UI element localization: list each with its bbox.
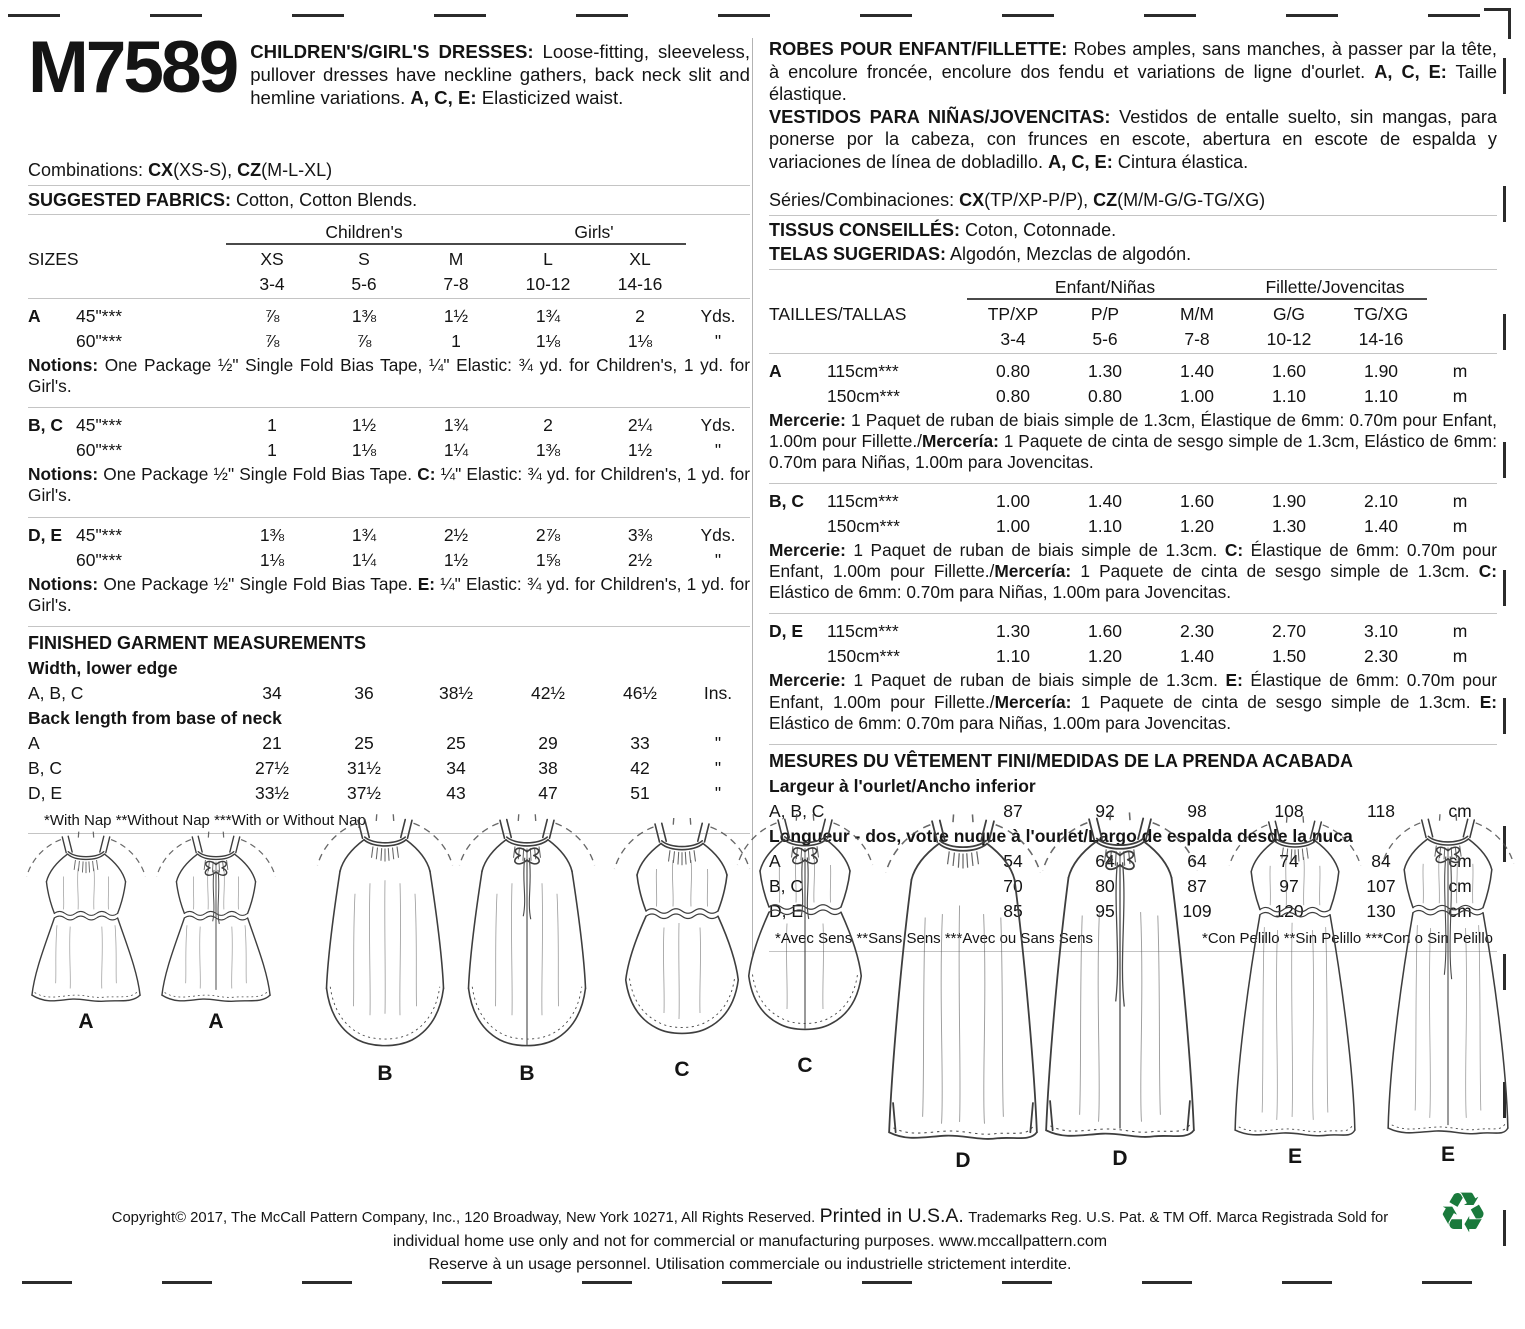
ages-row: [769, 325, 1493, 350]
table-cell: 1¼: [351, 549, 377, 570]
measure-row: [28, 729, 750, 754]
copyright-text: Copyright© 2017, The McCall Pattern Company, Inc., 120 Broadway, New York 10271, All Rights Reserved.: [111, 1210, 816, 1226]
table-cell: D, E: [769, 900, 804, 921]
table-cell: 3-4: [259, 274, 285, 295]
dashed-border-bottom: [4, 1281, 1514, 1284]
table-cell: XL: [629, 249, 651, 270]
table-cell: Ins.: [703, 682, 733, 703]
table-cell: B, C: [28, 415, 63, 436]
table-cell: 1⅛: [627, 331, 653, 352]
table-cell: 45"***: [76, 306, 123, 327]
table-cell: 1.10: [1363, 385, 1399, 406]
dress-label: B: [377, 1062, 393, 1085]
notions-text: Mercerie: 1 Paquet de ruban de biais simple de 1.3cm, Élastique de 6mm: 0.70m pour Enfant, 1.00m pour Fillette./Mercería: 1 Paquete de cinta de sesgo simple de 1.3cm, Elástico de 6mm: 0.70m para Niñas, 1.00m para Jovencitas.: [769, 409, 1497, 473]
french-use-text: Reserve à un usage personnel. Utilisation commerciale ou industrielle strictement interdite.: [428, 1256, 1072, 1274]
table-cell: 84: [1371, 850, 1391, 871]
divider-line: [28, 298, 750, 299]
table-cell: 37½: [346, 782, 382, 803]
table-cell: [1427, 273, 1493, 299]
table-cell: SIZES: [28, 249, 79, 270]
table-cell: 45"***: [76, 415, 123, 436]
table-cell: 80: [1095, 875, 1115, 896]
table-cell: 2¼: [627, 415, 653, 436]
yardage-row: [769, 487, 1493, 512]
table-cell: [28, 218, 226, 244]
tissus-line: TISSUS CONSEILLÉS: Coton, Cotonnade.: [769, 219, 1117, 240]
table-cell: [769, 642, 827, 667]
table-cell: Yds.: [700, 524, 736, 545]
table-cell: m: [1452, 360, 1468, 381]
table-cell: 10-12: [1266, 328, 1312, 349]
table-cell: 42½: [530, 682, 566, 703]
yardage-table: [28, 411, 750, 461]
yardage-table: [769, 617, 1493, 667]
table-cell: 60"***: [76, 440, 123, 461]
table-cell: TG/XG: [1353, 303, 1409, 324]
table-cell: D, E: [28, 524, 63, 545]
divider-line: [28, 626, 750, 627]
table-cell: m: [1452, 646, 1468, 667]
table-cell: [28, 546, 76, 571]
series-line: Séries/Combinaciones: CX(TP/XP-P/P), CZ(M/M-G/G-TG/XG): [769, 190, 1266, 211]
table-cell: [28, 436, 76, 461]
table-cell: 38: [538, 757, 558, 778]
table-cell: 10-12: [525, 274, 571, 295]
dress-label: A: [208, 1010, 224, 1033]
table-cell: ⅞: [356, 331, 372, 352]
table-cell: ": [714, 440, 722, 461]
trademark-text: Trademarks Reg. U.S. Pat. & TM Off. Marca Registrada Sold for: [968, 1210, 1389, 1226]
table-cell: 2: [635, 306, 645, 327]
table-cell: 42: [630, 757, 650, 778]
table-cell: 1.40: [1179, 646, 1215, 667]
table-cell: 51: [630, 782, 650, 803]
table-cell: 115cm***: [827, 491, 899, 512]
table-cell: M: [448, 249, 464, 270]
table-cell: 85: [1003, 900, 1023, 921]
table-cell: 7-8: [1184, 328, 1210, 349]
divider-line: [28, 185, 750, 186]
copyright-line: [85, 1202, 1415, 1230]
table-cell: Longueur - dos, votre nuque à l'ourlet/Largo de espalda desde la nuca: [769, 825, 1353, 846]
table-cell: [769, 382, 827, 407]
table-cell: 150cm***: [827, 385, 900, 406]
table-cell: 2½: [443, 524, 469, 545]
dress-label: E: [1287, 1145, 1302, 1168]
table-cell: 64: [1187, 850, 1207, 871]
table-cell: 115cm***: [827, 360, 899, 381]
table-cell: [769, 273, 967, 299]
table-cell: cm: [1448, 900, 1472, 921]
table-cell: 1½: [351, 415, 377, 436]
printed-in-usa-text: Printed in U.S.A.: [819, 1205, 964, 1227]
table-cell: 1.50: [1271, 646, 1307, 667]
table-cell: 1.40: [1179, 360, 1215, 381]
table-cell: 7-8: [443, 274, 469, 295]
table-cell: 1.10: [995, 646, 1031, 667]
yardage-row: [769, 642, 1493, 667]
table-cell: 1¾: [535, 306, 561, 327]
dress-illustration-c-back: [730, 811, 880, 1078]
dress-label: A: [78, 1010, 94, 1033]
table-cell: 3⅜: [627, 524, 653, 545]
table-cell: A, B, C: [769, 800, 825, 821]
footnote-es: *Con Pelillo **Sin Pelillo ***Con o Sin Pelillo: [1202, 929, 1493, 947]
table-cell: 31½: [346, 757, 382, 778]
table-cell: 1: [267, 440, 277, 461]
table-cell: 33½: [254, 782, 290, 803]
sizes-row: [769, 299, 1493, 325]
table-cell: 43: [446, 782, 466, 803]
yardage-row: [769, 512, 1493, 537]
table-cell: 2⅞: [535, 524, 561, 545]
table-cell: 5-6: [351, 274, 377, 295]
table-cell: 1: [267, 415, 277, 436]
notions-text: Notions: One Package ½" Single Fold Bias Tape. C: ¼" Elastic: ¾ yd. for Children's, 1 yd. for Girl's.: [28, 464, 750, 506]
table-cell: ⅞: [264, 331, 280, 352]
table-cell: Children's: [226, 218, 502, 244]
description-en: CHILDREN'S/GIRL'S DRESSES: Loose-fitting, sleeveless, pullover dresses have neckline gathers, back neck slit and hemline variations. A, C, E: Elasticized waist.: [250, 41, 750, 109]
table-cell: 2.70: [1271, 621, 1307, 642]
dress-illustration-a-front: [20, 829, 152, 1034]
telas-line: TELAS SUGERIDAS: Algodón, Mezclas de algodón.: [769, 244, 1192, 265]
table-cell: 1.60: [1087, 621, 1123, 642]
table-cell: 98: [1187, 800, 1207, 821]
yardage-table: [769, 357, 1493, 407]
table-cell: 1.60: [1271, 360, 1307, 381]
table-cell: 108: [1274, 800, 1304, 821]
table-cell: 25: [354, 732, 374, 753]
notions-text: Notions: One Package ½" Single Fold Bias Tape, ¼" Elastic: ¾ yd. for Children's, 1 yd. for Girl's.: [28, 355, 750, 397]
table-cell: 1.30: [1271, 516, 1307, 537]
table-cell: 2.30: [1363, 646, 1399, 667]
table-cell: 2.30: [1179, 621, 1215, 642]
dress-illustration-e-back: [1375, 811, 1521, 1167]
dress-illustration-b-back: [452, 811, 602, 1086]
measure-label-row: [769, 772, 1493, 797]
table-cell: 150cm***: [827, 646, 900, 667]
yardage-section-en: [28, 218, 750, 834]
divider-line: [769, 744, 1497, 745]
table-cell: 1½: [443, 306, 469, 327]
ages-row: [28, 270, 750, 295]
table-cell: M/M: [1179, 303, 1215, 324]
measure-label-row: [28, 654, 750, 679]
suggested-fabrics-line: SUGGESTED FABRICS: Cotton, Cotton Blends.: [28, 189, 418, 210]
table-cell: 47: [538, 782, 558, 803]
table-cell: 1¼: [443, 440, 469, 461]
table-cell: 74: [1279, 850, 1299, 871]
divider-line: [769, 353, 1497, 354]
description-es: VESTIDOS PARA NIÑAS/JOVENCITAS: Vestidos de entalle suelto, sin mangas, para ponerse por la cabeza, con frunces en escote, abertura en escote de espalda y variaciones de línea de dobladillo. A, C, E: Cintura élastica.: [769, 106, 1497, 172]
table-cell: Yds.: [700, 306, 736, 327]
table-cell: A: [28, 732, 40, 753]
table-cell: Back length from base of neck: [28, 707, 282, 728]
table-cell: 70: [1003, 875, 1023, 896]
table-cell: 1½: [627, 440, 653, 461]
yardage-table: [769, 487, 1493, 537]
table-cell: 46½: [622, 682, 658, 703]
table-cell: 1⅜: [259, 524, 285, 545]
yardage-table: [28, 302, 750, 352]
footer: [85, 1202, 1415, 1277]
table-cell: ": [714, 782, 722, 803]
table-cell: 1.60: [1179, 491, 1215, 512]
table-cell: 36: [354, 682, 374, 703]
table-cell: ⅞: [264, 306, 280, 327]
combinations-line: Combinations: CX(XS-S), CZ(M-L-XL): [28, 160, 333, 181]
dress-illustration-a-back: [150, 829, 282, 1034]
table-cell: 1⅛: [535, 331, 561, 352]
divider-line: [28, 214, 750, 215]
table-cell: m: [1452, 491, 1468, 512]
table-cell: 1½: [443, 549, 469, 570]
dress-label: D: [1112, 1147, 1128, 1170]
table-cell: 1.20: [1087, 646, 1123, 667]
table-cell: 1⅜: [535, 440, 561, 461]
divider-line: [28, 407, 750, 408]
dress-illustration-d-back: [1034, 809, 1206, 1171]
table-cell: 1.40: [1363, 516, 1399, 537]
group-header-row: [769, 273, 1493, 299]
table-cell: Fillette/Jovencitas: [1243, 273, 1427, 299]
table-cell: Enfant/Niñas: [967, 273, 1243, 299]
table-cell: 95: [1095, 900, 1115, 921]
yardage-table: [28, 521, 750, 571]
group-header-row: [28, 218, 750, 244]
table-cell: 27½: [254, 757, 290, 778]
table-cell: [1427, 299, 1493, 325]
table-cell: S: [358, 249, 370, 270]
divider-line: [28, 517, 750, 518]
divider-line: [769, 269, 1497, 270]
table-cell: Girls': [502, 218, 686, 244]
table-cell: 2: [543, 415, 553, 436]
dress-label: D: [955, 1149, 971, 1172]
table-cell: 34: [446, 757, 466, 778]
table-cell: 1.90: [1363, 360, 1399, 381]
yardage-row: [769, 617, 1493, 642]
table-cell: L: [543, 249, 553, 270]
table-cell: cm: [1448, 875, 1472, 896]
table-cell: 1.00: [995, 516, 1031, 537]
table-cell: 3.10: [1363, 621, 1399, 642]
dress-label: C: [674, 1058, 690, 1081]
table-cell: 1¾: [443, 415, 469, 436]
finished-measurements-title: MESURES DU VÊTEMENT FINI/MEDIDAS DE LA PRENDA ACABADA: [769, 750, 1354, 771]
divider-line: [769, 215, 1497, 216]
table-cell: A: [769, 850, 781, 871]
table-cell: 60"***: [76, 331, 123, 352]
yardage-row: [28, 436, 750, 461]
measure-label-row: [28, 704, 750, 729]
yardage-row: [28, 546, 750, 571]
table-cell: 87: [1187, 875, 1207, 896]
dress-illustration-e-front: [1222, 813, 1368, 1169]
recycle-icon: ♻: [1438, 1181, 1489, 1246]
table-cell: 14-16: [617, 274, 663, 295]
table-cell: D, E: [769, 621, 804, 642]
measure-row: [28, 754, 750, 779]
yardage-row: [28, 302, 750, 327]
table-cell: [686, 218, 750, 244]
table-cell: 97: [1279, 875, 1299, 896]
size-header-table: [28, 218, 750, 295]
table-cell: 109: [1182, 900, 1212, 921]
sizes-row: [28, 244, 750, 270]
table-cell: 25: [446, 732, 466, 753]
table-cell: 34: [262, 682, 282, 703]
table-cell: 130: [1366, 900, 1396, 921]
table-cell: TAILLES/TALLAS: [769, 303, 907, 324]
table-cell: ": [714, 549, 722, 570]
home-use-text: individual home use only and not for commercial or manufacturing purposes. www.mccallpattern.com: [392, 1233, 1108, 1251]
table-cell: 60"***: [76, 549, 123, 570]
dress-label: B: [519, 1062, 535, 1085]
dress-label: E: [1440, 1143, 1455, 1166]
table-cell: [769, 512, 827, 537]
notions-text: Notions: One Package ½" Single Fold Bias Tape. E: ¼" Elastic: ¾ yd. for Children's, 1 yd. for Girl's.: [28, 573, 750, 615]
divider-line: [769, 613, 1497, 614]
dashed-border-top: [8, 14, 1513, 17]
table-cell: 1.10: [1087, 516, 1123, 537]
table-cell: [1427, 325, 1493, 350]
table-cell: 1.00: [995, 491, 1031, 512]
table-cell: 150cm***: [827, 516, 900, 537]
table-cell: 92: [1095, 800, 1115, 821]
dress-label: C: [797, 1054, 813, 1077]
table-cell: 29: [538, 732, 558, 753]
table-cell: 1.30: [1087, 360, 1123, 381]
table-cell: 1.00: [1179, 385, 1215, 406]
corner-mark-top-right: [1484, 8, 1511, 39]
table-cell: D, E: [28, 782, 63, 803]
table-cell: 5-6: [1092, 328, 1118, 349]
table-cell: B, C: [769, 875, 804, 896]
table-cell: 0.80: [995, 385, 1031, 406]
table-cell: 1⅜: [351, 306, 377, 327]
table-cell: ": [714, 757, 722, 778]
table-cell: 33: [630, 732, 650, 753]
table-cell: 1⅛: [259, 549, 285, 570]
yardage-row: [28, 411, 750, 436]
table-cell: 1.30: [995, 621, 1031, 642]
table-cell: XS: [260, 249, 284, 270]
table-cell: 1.40: [1087, 491, 1123, 512]
table-cell: 1.90: [1271, 491, 1307, 512]
table-cell: m: [1452, 516, 1468, 537]
table-cell: cm: [1448, 800, 1472, 821]
table-cell: 54: [1003, 850, 1023, 871]
table-cell: [686, 244, 750, 270]
dress-illustration-d-front: [877, 811, 1049, 1173]
nap-footnote: *With Nap **Without Nap ***With or Without Nap: [44, 811, 366, 829]
header-block: [28, 27, 750, 109]
table-cell: 38½: [438, 682, 474, 703]
footnote-fr: *Avec Sens **Sans Sens ***Avec ou Sans Sens: [775, 929, 1093, 947]
table-cell: 2.10: [1363, 491, 1399, 512]
table-cell: 64: [1095, 850, 1115, 871]
table-cell: [686, 270, 750, 295]
table-cell: 118: [1367, 800, 1395, 821]
table-cell: 0.80: [995, 360, 1031, 381]
table-cell: 1¾: [351, 524, 377, 545]
table-cell: ": [714, 331, 722, 352]
notions-text: Mercerie: 1 Paquet de ruban de biais simple de 1.3cm. C: Élastique de 6mm: 0.70m pour Enfant, 1.00m pour Fillette./Mercería: 1 Paquete de cinta de sesgo simple de 1.3cm. C: Elástico de 6mm: 0.70m para Niñas, 1.00m para Jovencitas.: [769, 540, 1497, 603]
table-cell: 21: [262, 732, 282, 753]
table-cell: P/P: [1090, 303, 1120, 324]
table-cell: 1.10: [1271, 385, 1307, 406]
table-cell: 45"***: [76, 524, 123, 545]
table-cell: B, C: [28, 757, 63, 778]
notions-text: Mercerie: 1 Paquet de ruban de biais simple de 1.3cm. E: Élastique de 6mm: 0.70m pour Enfant, 1.00m pour Fillette./Mercería: 1 Paquete de cinta de sesgo simple de 1.3cm. E: Elástico de 6mm: 0.70m para Niñas, 1.00m para Jovencitas.: [769, 670, 1498, 733]
table-cell: 87: [1003, 800, 1023, 821]
table-cell: 107: [1366, 875, 1396, 896]
table-cell: A: [769, 360, 782, 381]
table-cell: 115cm***: [827, 621, 899, 642]
table-cell: A: [28, 306, 41, 327]
table-cell: 0.80: [1087, 385, 1123, 406]
table-cell: G/G: [1272, 303, 1306, 324]
divider-line: [769, 483, 1497, 484]
table-cell: 2½: [627, 549, 653, 570]
table-cell: m: [1452, 621, 1468, 642]
dress-line-drawings: [0, 795, 1525, 1195]
table-cell: cm: [1448, 850, 1472, 871]
table-cell: 1.20: [1179, 516, 1215, 537]
table-cell: 3-4: [1000, 328, 1026, 349]
yardage-row: [28, 521, 750, 546]
measure-row: [28, 679, 750, 704]
table-cell: 120: [1274, 900, 1304, 921]
table-cell: 1⅝: [535, 549, 561, 570]
table-cell: [28, 270, 226, 295]
yardage-row: [769, 357, 1493, 382]
table-cell: m: [1452, 385, 1468, 406]
table-cell: 14-16: [1358, 328, 1404, 349]
table-cell: 1: [451, 331, 461, 352]
table-cell: [28, 327, 76, 352]
table-cell: TP/XP: [987, 303, 1039, 324]
finished-measurements-table: [28, 654, 750, 804]
table-cell: Width, lower edge: [28, 657, 178, 678]
table-cell: A, B, C: [28, 682, 84, 703]
finished-measurements-title: FINISHED GARMENT MEASUREMENTS: [28, 632, 367, 653]
table-cell: Largeur à l'ourlet/Ancho inferior: [769, 775, 1036, 796]
description-fr: ROBES POUR ENFANT/FILLETTE: Robes amples, sans manches, à passer par la tête, à encolure froncée, encolure dos fendu et variations de ligne d'ourlet. A, C, E: Taille élastique.: [769, 39, 1497, 105]
table-cell: ": [714, 732, 722, 753]
table-cell: Yds.: [700, 415, 736, 436]
yardage-row: [28, 327, 750, 352]
pattern-number: M7589: [28, 27, 237, 108]
dress-illustration-b-front: [310, 811, 460, 1086]
table-cell: B, C: [769, 491, 804, 512]
yardage-row: [769, 382, 1493, 407]
size-header-table: [769, 273, 1493, 350]
table-cell: [769, 325, 967, 350]
table-cell: 1⅛: [351, 440, 377, 461]
